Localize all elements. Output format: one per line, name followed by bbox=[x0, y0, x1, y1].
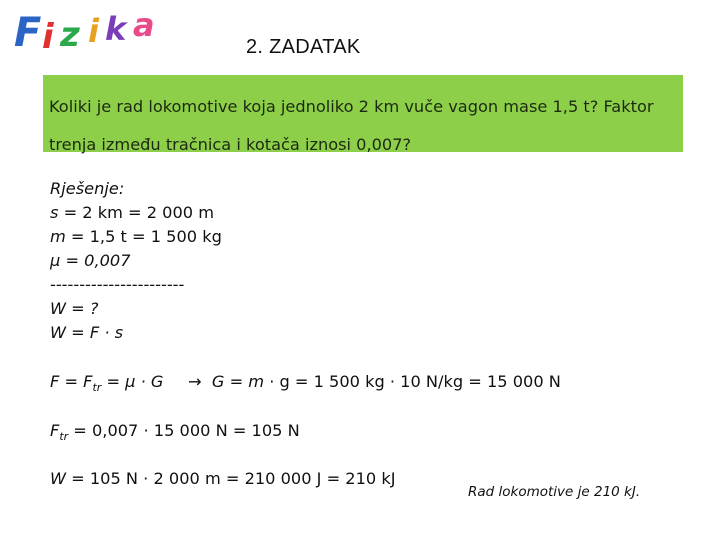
work-value: = 105 N · 2 000 m = 210 000 J = 210 kJ bbox=[66, 469, 396, 488]
weight-value: · g = 1 500 kg · 10 N/kg = 15 000 N bbox=[264, 372, 561, 391]
task-statement bbox=[43, 75, 683, 152]
weight-symbol: G = m bbox=[211, 372, 265, 391]
work-symbol: W bbox=[50, 469, 67, 488]
task-line-1: Koliki je rad lokomotive koja jednoliko 2 km vuče vagon mase 1,5 t? Faktor bbox=[49, 97, 654, 116]
arrow-icon: → bbox=[188, 372, 202, 391]
friction-subscript: tr bbox=[92, 381, 102, 395]
mass-line bbox=[50, 225, 222, 249]
work-result-line bbox=[50, 469, 395, 488]
mass-value: = 1,5 t = 1 500 kg bbox=[65, 227, 222, 246]
distance-line bbox=[50, 201, 222, 225]
ftr-symbol: F bbox=[50, 421, 60, 440]
conclusion-text: Rad lokomotive je 210 kJ. bbox=[468, 484, 641, 500]
friction-value-line bbox=[50, 421, 300, 443]
logo-letter-i: i bbox=[88, 12, 99, 50]
work-formula-line: W = F · s bbox=[50, 323, 124, 342]
task-line-2: trenja između tračnica i kotača iznosi 0,007? bbox=[49, 135, 412, 154]
solution-heading: Rješenje: bbox=[50, 179, 125, 198]
solution-block bbox=[50, 177, 222, 345]
friction-force-prefix: F = F bbox=[50, 372, 93, 391]
fizika-logo bbox=[12, 2, 162, 58]
page-title: 2. ZADATAK bbox=[246, 36, 361, 58]
unknown-work-line: W = ? bbox=[50, 299, 99, 318]
ftr-subscript: tr bbox=[59, 430, 69, 444]
logo-letter-i: i bbox=[42, 17, 54, 57]
divider-line: ----------------------- bbox=[50, 275, 185, 294]
distance-symbol: s bbox=[50, 203, 59, 222]
ftr-value: = 0,007 · 15 000 N = 105 N bbox=[68, 421, 300, 440]
logo-letter-k: k bbox=[105, 10, 127, 48]
friction-force-formula bbox=[50, 372, 163, 394]
mass-symbol: m bbox=[50, 227, 66, 246]
logo-letter-z: z bbox=[60, 15, 80, 55]
friction-force-suffix: = μ · G bbox=[101, 372, 164, 391]
logo-letter-a: a bbox=[133, 6, 155, 44]
friction-coefficient-line: μ = 0,007 bbox=[50, 251, 131, 270]
logo-letter-f: F bbox=[14, 10, 42, 56]
weight-line bbox=[188, 372, 561, 391]
distance-value: = 2 km = 2 000 m bbox=[58, 203, 214, 222]
